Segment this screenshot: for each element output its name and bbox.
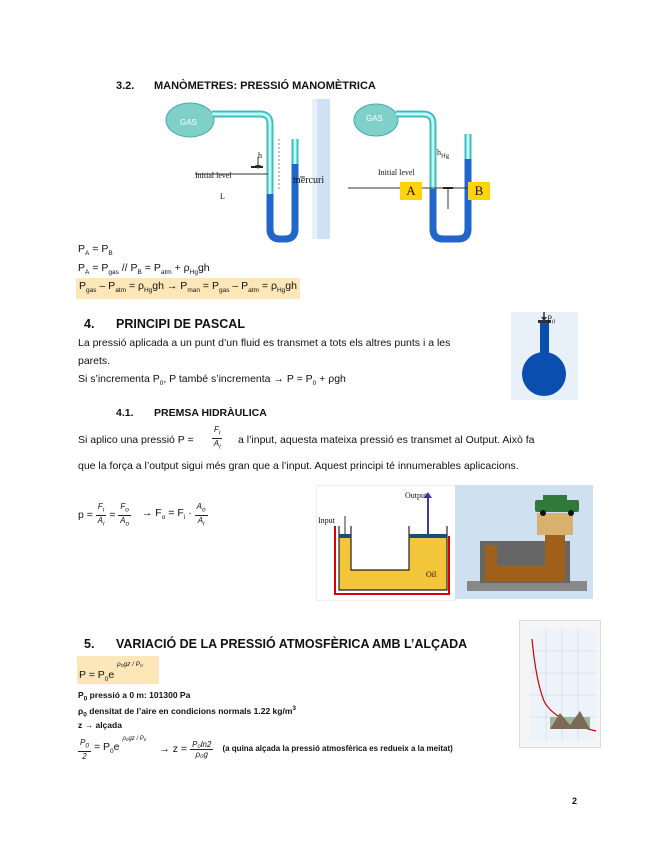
atm-graph-svg (520, 621, 600, 747)
eq-pman-highlight: $P_{gas} - P_{atm} = \rho_{Hg}gh \to P_{man} = P_{gas} - P_{atm} = \rho_{Hg}gh$ (76, 278, 300, 299)
press-text-2: que la força a l’output sigui més gran que a l’input. Aquest principi té innumerables aplicacions. (78, 460, 519, 472)
car-lift-diagram (455, 485, 593, 599)
p0-definition: $P_0$ pressió a 0 m: 101300 Pa (78, 690, 191, 703)
section-4-title: PRINCIPI DE PASCAL (116, 317, 245, 331)
pascal-text-2: parets. (78, 355, 111, 367)
flask-p0-label: $P_0$ (547, 314, 556, 326)
barometric-formula: $P = P_0e$ ρ₀gz / P₀ (77, 656, 159, 684)
output-label: Output (405, 491, 428, 500)
atmospheric-pressure-graph (519, 620, 601, 748)
press-text-1b: a l’input, aquesta mateixa pressió es transmet al Output. Això fa (238, 434, 535, 446)
hydraulic-svg (317, 486, 455, 600)
press-equation: p = $\frac{F_i}{A_i}$ = $\frac{F_o}{A_o}$ → $F_o = F_i$ · $\frac{A_o}{A_i}$ (78, 502, 206, 528)
oil-label: Oil (426, 570, 437, 579)
input-label: Input (318, 516, 335, 525)
point-b-box: B (468, 182, 490, 200)
eq-pa-pb: $P_A = P_B$ (78, 243, 113, 258)
point-a-box: A (400, 182, 422, 200)
press-fraction-fi-ai: $\frac{F_i}{A_i}$ (213, 425, 221, 451)
section-3-2-number: 3.2. (116, 80, 135, 92)
barometric-exponent: ρ₀gz / P₀ (117, 661, 143, 668)
section-4-1-title: PREMSA HIDRÀULICA (154, 407, 267, 419)
z-definition: z → alçada (78, 720, 122, 730)
car-lift-svg (455, 485, 593, 599)
section-4-number: 4. (84, 317, 95, 331)
section-5-number: 5. (84, 637, 95, 651)
half-pressure-equation: $\frac{P_0}{2}$ = $P_0e$ ρ₀gz / P₀ → z = $\frac{\text{P₀ln2}}{\text{ρ₀g}}$ (a quina alçada la pressió atmosfèrica es redueix a la meitat) (80, 736, 453, 761)
hydraulic-press-diagram (316, 485, 456, 601)
gas-label-2: GAS (366, 114, 383, 123)
section-5-title: VARIACIÓ DE LA PRESSIÓ ATMOSFÈRICA AMB L’ALÇADA (116, 637, 468, 651)
mercury-label: mercuri (293, 175, 325, 186)
pascal-flask-figure (511, 312, 578, 400)
press-text-1a: Si aplico una pressió P = (78, 434, 194, 446)
section-3-2-title: MANÒMETRES: PRESSIÓ MANOMÈTRICA (154, 80, 376, 92)
hl-label: $h_{Hg}$ (437, 148, 449, 160)
initial-level-label-1: Initial level (195, 171, 232, 180)
rho0-definition: $\rho_0$ densitat de l’aire en condicions normals 1.22 $kg/m^3$ (78, 705, 296, 719)
pascal-text-3: Si s’incrementa $P_0$, P també s’incrementa → $P = P_0 + \rho gh$ (78, 373, 346, 388)
initial-level-label-2: Initial level (378, 168, 415, 177)
flask-svg (511, 312, 578, 400)
eq-pa-pgas: $P_A = P_{gas} // P_B = P_{atm} + \rho_{Hg}gh$ (78, 262, 210, 277)
L-label-1: L (220, 192, 225, 201)
h-label-1: h (258, 151, 262, 160)
pascal-text-1: La pressió aplicada a un punt d’un fluid es transmet a tots els altres punts i a les (78, 337, 451, 349)
section-4-1-number: 4.1. (116, 407, 134, 419)
page-number: 2 (572, 796, 578, 806)
gas-label-1: GAS (180, 118, 197, 127)
